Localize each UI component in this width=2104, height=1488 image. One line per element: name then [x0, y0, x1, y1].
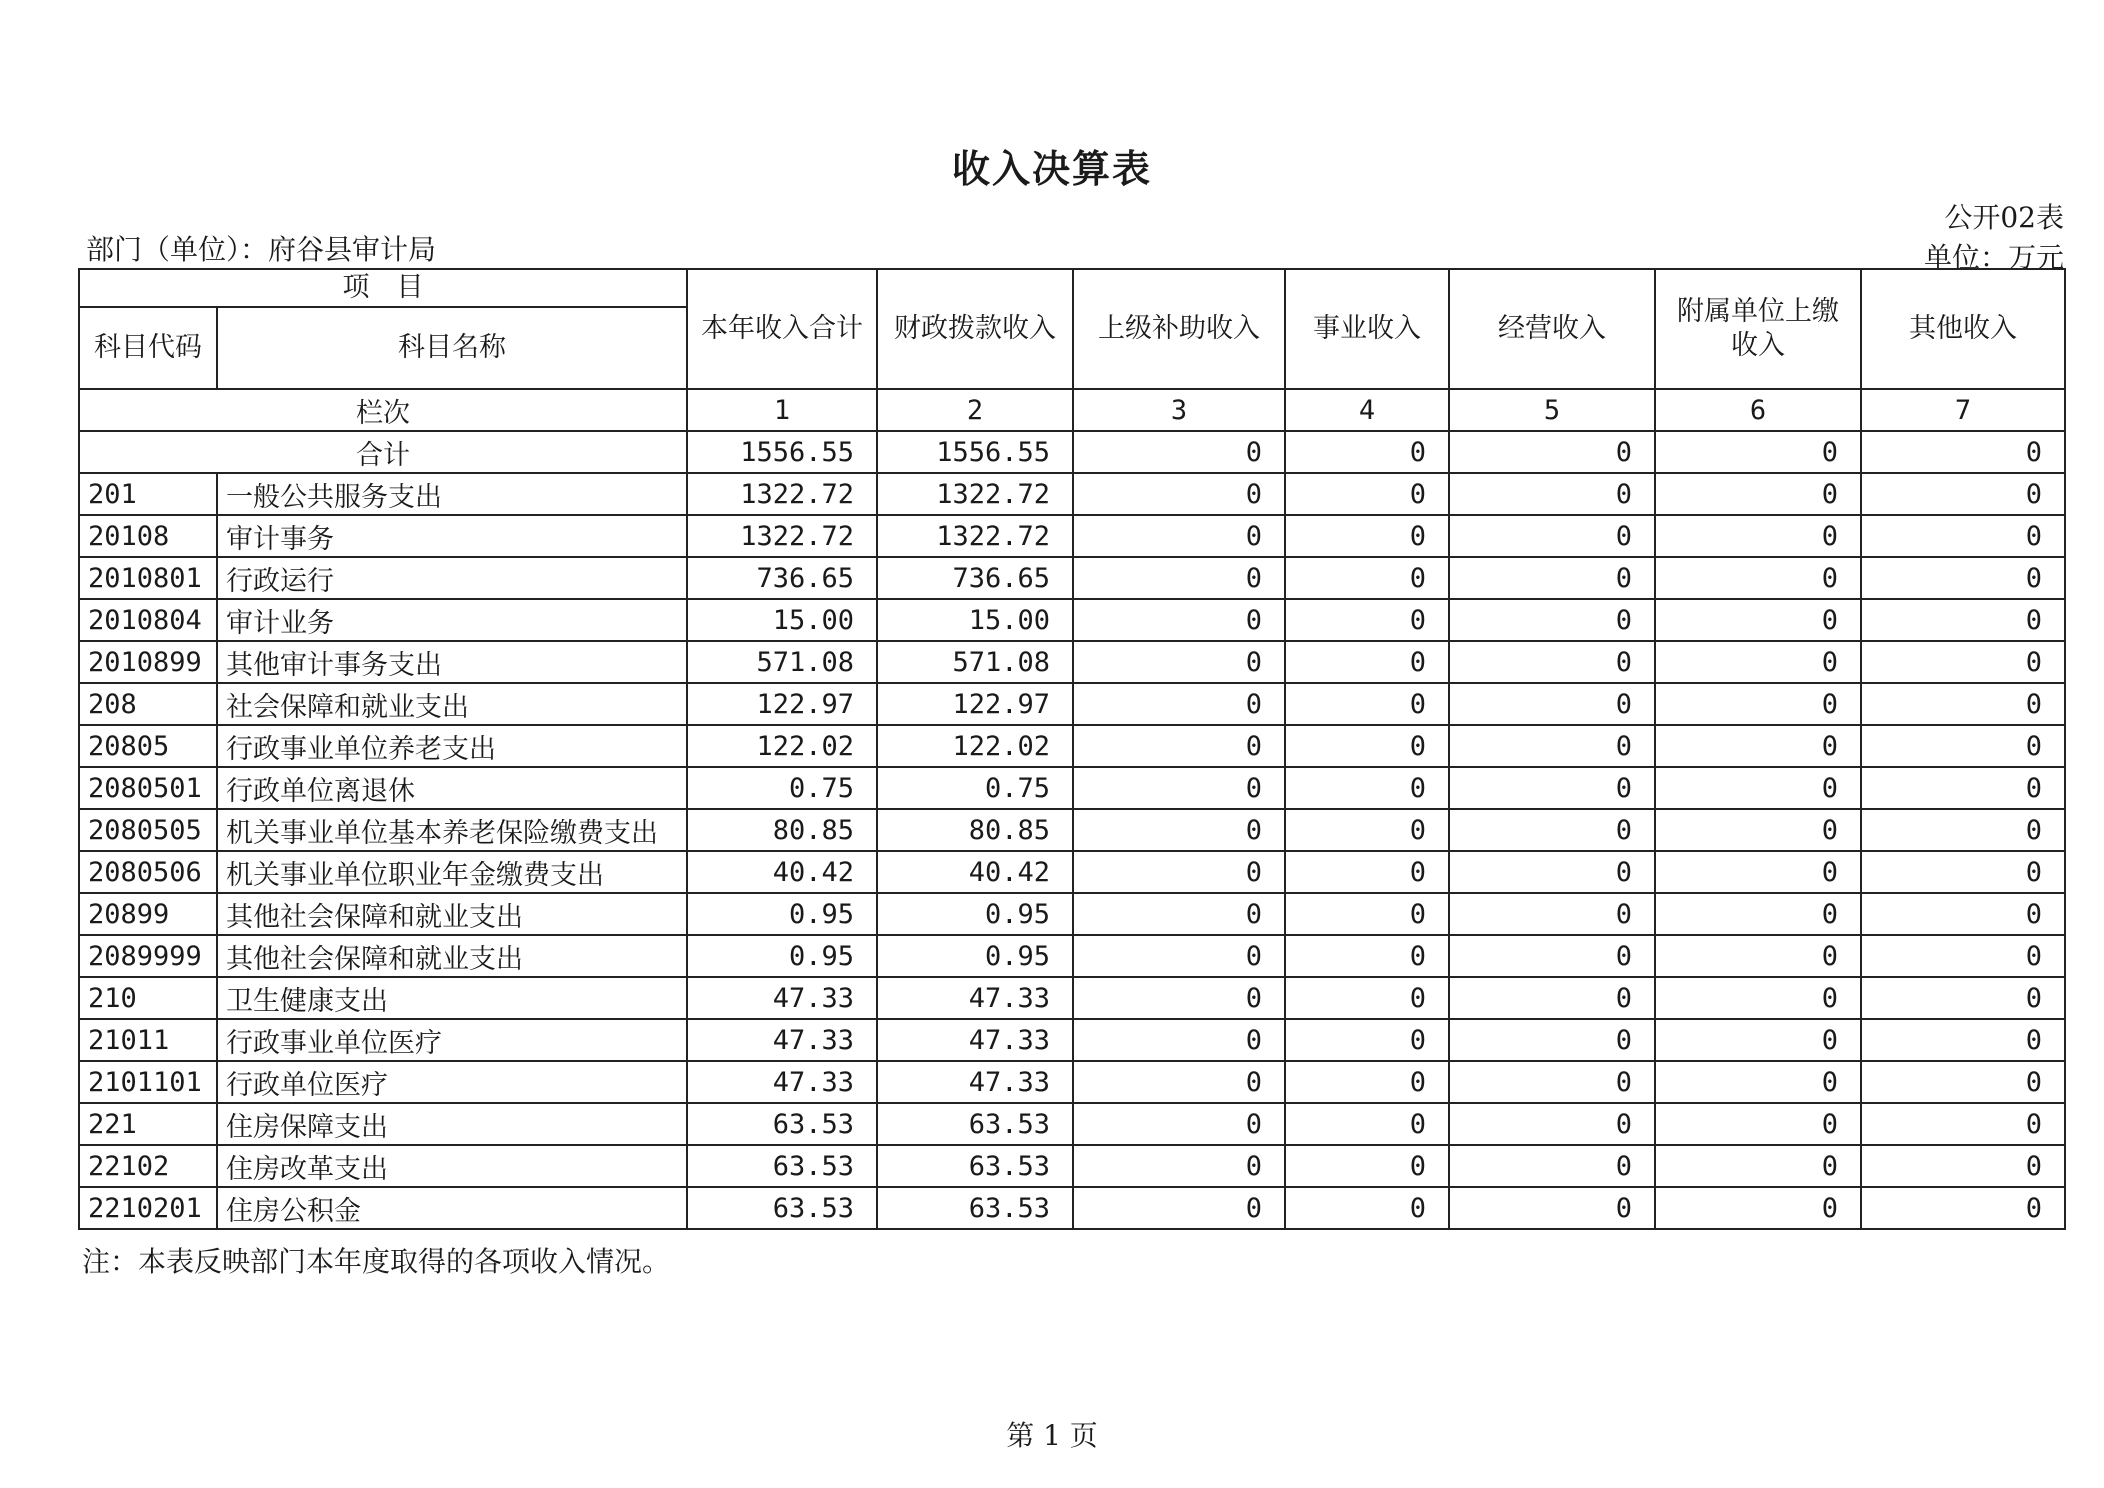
table-note: 注：本表反映部门本年度取得的各项收入情况。 [82, 1245, 671, 1278]
row-value: 63.53 [687, 1187, 877, 1229]
index-1: 1 [687, 389, 877, 431]
row-name: 其他审计事务支出 [217, 641, 687, 683]
row-value: 1322.72 [877, 473, 1073, 515]
table-row [79, 1019, 2065, 1061]
row-value: 0 [1861, 1145, 2065, 1187]
row-value: 1322.72 [687, 515, 877, 557]
row-name: 机关事业单位基本养老保险缴费支出 [217, 809, 687, 851]
department-label: 部门（单位）：府谷县审计局 [86, 233, 437, 266]
header-col-4: 事业收入 [1285, 269, 1449, 389]
row-value: 0.95 [687, 935, 877, 977]
row-value: 0 [1655, 725, 1861, 767]
row-value: 0 [1073, 725, 1285, 767]
row-code: 21011 [79, 1019, 217, 1061]
total-value: 0 [1073, 431, 1285, 473]
row-value: 0 [1285, 683, 1449, 725]
row-value: 0 [1285, 515, 1449, 557]
row-code: 20899 [79, 893, 217, 935]
row-value: 0 [1861, 935, 2065, 977]
row-value: 63.53 [687, 1145, 877, 1187]
row-value: 0 [1073, 557, 1285, 599]
table-row [79, 1187, 2065, 1229]
row-value: 0 [1861, 1061, 2065, 1103]
total-row [79, 431, 2065, 473]
total-value: 1556.55 [877, 431, 1073, 473]
row-value: 0 [1449, 599, 1655, 641]
row-value: 0 [1449, 1145, 1655, 1187]
row-value: 122.97 [687, 683, 877, 725]
table-row [79, 515, 2065, 557]
table-row [79, 893, 2065, 935]
row-value: 0.75 [687, 767, 877, 809]
row-value: 0 [1449, 767, 1655, 809]
row-value: 0 [1285, 851, 1449, 893]
table-row [79, 851, 2065, 893]
row-value: 0 [1285, 935, 1449, 977]
row-value: 0 [1073, 641, 1285, 683]
table-row [79, 725, 2065, 767]
row-value: 0 [1073, 851, 1285, 893]
row-value: 0 [1655, 1019, 1861, 1061]
header-col-6: 附属单位上缴收入 [1655, 269, 1861, 389]
row-value: 0 [1073, 767, 1285, 809]
header-item: 项 目 [79, 269, 687, 307]
row-value: 571.08 [687, 641, 877, 683]
row-name: 机关事业单位职业年金缴费支出 [217, 851, 687, 893]
row-value: 80.85 [687, 809, 877, 851]
index-5: 5 [1449, 389, 1655, 431]
row-value: 122.02 [877, 725, 1073, 767]
row-value: 0 [1073, 935, 1285, 977]
row-value: 0 [1655, 767, 1861, 809]
row-code: 221 [79, 1103, 217, 1145]
row-value: 0 [1285, 977, 1449, 1019]
row-code: 201 [79, 473, 217, 515]
row-value: 80.85 [877, 809, 1073, 851]
row-code: 2080506 [79, 851, 217, 893]
row-value: 0 [1861, 515, 2065, 557]
row-value: 0 [1073, 473, 1285, 515]
table-row [79, 1061, 2065, 1103]
row-value: 0 [1285, 599, 1449, 641]
table-row [79, 767, 2065, 809]
total-value: 0 [1285, 431, 1449, 473]
row-value: 15.00 [687, 599, 877, 641]
row-value: 0.95 [687, 893, 877, 935]
row-value: 0 [1285, 557, 1449, 599]
table-row [79, 1103, 2065, 1145]
report-title: 收入决算表 [951, 146, 1152, 191]
row-value: 736.65 [687, 557, 877, 599]
row-code: 2010801 [79, 557, 217, 599]
row-name: 行政运行 [217, 557, 687, 599]
row-value: 40.42 [877, 851, 1073, 893]
table-body [79, 389, 2065, 1229]
index-7: 7 [1861, 389, 2065, 431]
row-code: 20805 [79, 725, 217, 767]
row-value: 0 [1285, 473, 1449, 515]
row-name: 住房公积金 [217, 1187, 687, 1229]
row-name: 其他社会保障和就业支出 [217, 893, 687, 935]
row-value: 0 [1655, 683, 1861, 725]
index-3: 3 [1073, 389, 1285, 431]
row-value: 122.02 [687, 725, 877, 767]
row-name: 审计事务 [217, 515, 687, 557]
index-4: 4 [1285, 389, 1449, 431]
row-value: 0 [1861, 809, 2065, 851]
table-row [79, 977, 2065, 1019]
header-name: 科目名称 [217, 307, 687, 389]
row-code: 2101101 [79, 1061, 217, 1103]
row-value: 0 [1655, 977, 1861, 1019]
row-name: 行政单位离退休 [217, 767, 687, 809]
row-value: 0 [1073, 1061, 1285, 1103]
header-col-3: 上级补助收入 [1073, 269, 1285, 389]
row-value: 0 [1449, 893, 1655, 935]
row-value: 0 [1285, 1019, 1449, 1061]
row-value: 0 [1073, 809, 1285, 851]
table-row [79, 641, 2065, 683]
row-value: 63.53 [687, 1103, 877, 1145]
row-value: 0 [1449, 515, 1655, 557]
row-value: 0 [1073, 1019, 1285, 1061]
row-value: 0 [1861, 641, 2065, 683]
row-value: 0 [1861, 851, 2065, 893]
row-value: 0 [1073, 977, 1285, 1019]
row-value: 47.33 [687, 1019, 877, 1061]
row-value: 47.33 [877, 1019, 1073, 1061]
row-value: 0 [1073, 599, 1285, 641]
row-value: 0 [1861, 473, 2065, 515]
row-value: 0 [1655, 1061, 1861, 1103]
row-value: 47.33 [687, 1061, 877, 1103]
row-value: 0.95 [877, 893, 1073, 935]
row-name: 审计业务 [217, 599, 687, 641]
row-value: 0 [1655, 599, 1861, 641]
row-value: 40.42 [687, 851, 877, 893]
row-value: 0 [1861, 1019, 2065, 1061]
row-value: 47.33 [687, 977, 877, 1019]
row-name: 行政事业单位医疗 [217, 1019, 687, 1061]
row-code: 22102 [79, 1145, 217, 1187]
total-value: 0 [1861, 431, 2065, 473]
row-value: 0 [1655, 641, 1861, 683]
row-value: 0 [1655, 893, 1861, 935]
row-value: 0 [1861, 557, 2065, 599]
row-value: 63.53 [877, 1103, 1073, 1145]
row-value: 1322.72 [877, 515, 1073, 557]
row-name: 行政单位医疗 [217, 1061, 687, 1103]
row-value: 0 [1861, 1103, 2065, 1145]
row-name: 其他社会保障和就业支出 [217, 935, 687, 977]
total-label: 合计 [79, 431, 687, 473]
row-value: 0 [1285, 809, 1449, 851]
row-value: 0 [1285, 1187, 1449, 1229]
row-value: 0 [1655, 851, 1861, 893]
table-row [79, 809, 2065, 851]
unit-label: 单位：万元 [1923, 241, 2064, 274]
row-code: 2010804 [79, 599, 217, 641]
header-code: 科目代码 [79, 307, 217, 389]
row-value: 0 [1073, 1145, 1285, 1187]
row-value: 0 [1449, 1061, 1655, 1103]
row-code: 2210201 [79, 1187, 217, 1229]
row-name: 住房改革支出 [217, 1145, 687, 1187]
row-code: 210 [79, 977, 217, 1019]
row-value: 47.33 [877, 1061, 1073, 1103]
header-col-1: 本年收入合计 [687, 269, 877, 389]
row-value: 0 [1655, 473, 1861, 515]
row-value: 0 [1861, 767, 2065, 809]
row-value: 0 [1449, 725, 1655, 767]
row-value: 0 [1655, 557, 1861, 599]
index-6: 6 [1655, 389, 1861, 431]
row-code: 2080505 [79, 809, 217, 851]
row-name: 社会保障和就业支出 [217, 683, 687, 725]
income-statement-table [78, 268, 2066, 1230]
row-value: 0 [1861, 1187, 2065, 1229]
row-value: 0.75 [877, 767, 1073, 809]
row-value: 0 [1449, 977, 1655, 1019]
index-row [79, 389, 2065, 431]
row-value: 0 [1285, 641, 1449, 683]
row-code: 20108 [79, 515, 217, 557]
row-value: 1322.72 [687, 473, 877, 515]
row-value: 0 [1073, 1187, 1285, 1229]
table-row [79, 683, 2065, 725]
table-row [79, 935, 2065, 977]
row-name: 一般公共服务支出 [217, 473, 687, 515]
row-code: 2080501 [79, 767, 217, 809]
row-value: 0 [1655, 809, 1861, 851]
row-value: 0 [1073, 683, 1285, 725]
row-value: 0 [1655, 935, 1861, 977]
row-value: 0 [1449, 809, 1655, 851]
row-value: 0 [1449, 851, 1655, 893]
total-value: 0 [1449, 431, 1655, 473]
row-value: 0 [1073, 1103, 1285, 1145]
total-value: 1556.55 [687, 431, 877, 473]
row-value: 0 [1285, 1061, 1449, 1103]
header-col-7: 其他收入 [1861, 269, 2065, 389]
row-value: 0 [1861, 599, 2065, 641]
row-value: 0 [1285, 725, 1449, 767]
row-value: 0 [1285, 893, 1449, 935]
row-value: 63.53 [877, 1187, 1073, 1229]
row-value: 0 [1449, 557, 1655, 599]
row-value: 0 [1861, 977, 2065, 1019]
row-value: 47.33 [877, 977, 1073, 1019]
row-name: 住房保障支出 [217, 1103, 687, 1145]
row-value: 15.00 [877, 599, 1073, 641]
row-value: 0 [1285, 767, 1449, 809]
row-value: 122.97 [877, 683, 1073, 725]
row-value: 0 [1655, 1145, 1861, 1187]
row-value: 571.08 [877, 641, 1073, 683]
row-name: 卫生健康支出 [217, 977, 687, 1019]
row-code: 2010899 [79, 641, 217, 683]
row-value: 736.65 [877, 557, 1073, 599]
table-row [79, 1145, 2065, 1187]
row-value: 63.53 [877, 1145, 1073, 1187]
row-value: 0 [1449, 1019, 1655, 1061]
row-value: 0 [1861, 725, 2065, 767]
row-value: 0 [1285, 1145, 1449, 1187]
total-value: 0 [1655, 431, 1861, 473]
row-code: 208 [79, 683, 217, 725]
index-2: 2 [877, 389, 1073, 431]
row-value: 0 [1861, 893, 2065, 935]
row-value: 0 [1449, 683, 1655, 725]
row-value: 0 [1655, 1187, 1861, 1229]
row-value: 0 [1449, 641, 1655, 683]
header-col-5: 经营收入 [1449, 269, 1655, 389]
row-value: 0 [1861, 683, 2065, 725]
row-code: 2089999 [79, 935, 217, 977]
table-row [79, 599, 2065, 641]
row-value: 0 [1285, 1103, 1449, 1145]
index-label: 栏次 [79, 389, 687, 431]
row-value: 0 [1655, 515, 1861, 557]
row-value: 0 [1449, 1103, 1655, 1145]
row-value: 0 [1449, 473, 1655, 515]
header-col-2: 财政拨款收入 [877, 269, 1073, 389]
table-row [79, 473, 2065, 515]
page-number: 第 1 页 [1006, 1419, 1098, 1452]
row-value: 0 [1449, 935, 1655, 977]
row-value: 0 [1655, 1103, 1861, 1145]
row-value: 0 [1073, 515, 1285, 557]
row-value: 0 [1449, 1187, 1655, 1229]
row-name: 行政事业单位养老支出 [217, 725, 687, 767]
table-row [79, 557, 2065, 599]
form-number: 公开02表 [1944, 201, 2064, 234]
row-value: 0.95 [877, 935, 1073, 977]
row-value: 0 [1073, 893, 1285, 935]
